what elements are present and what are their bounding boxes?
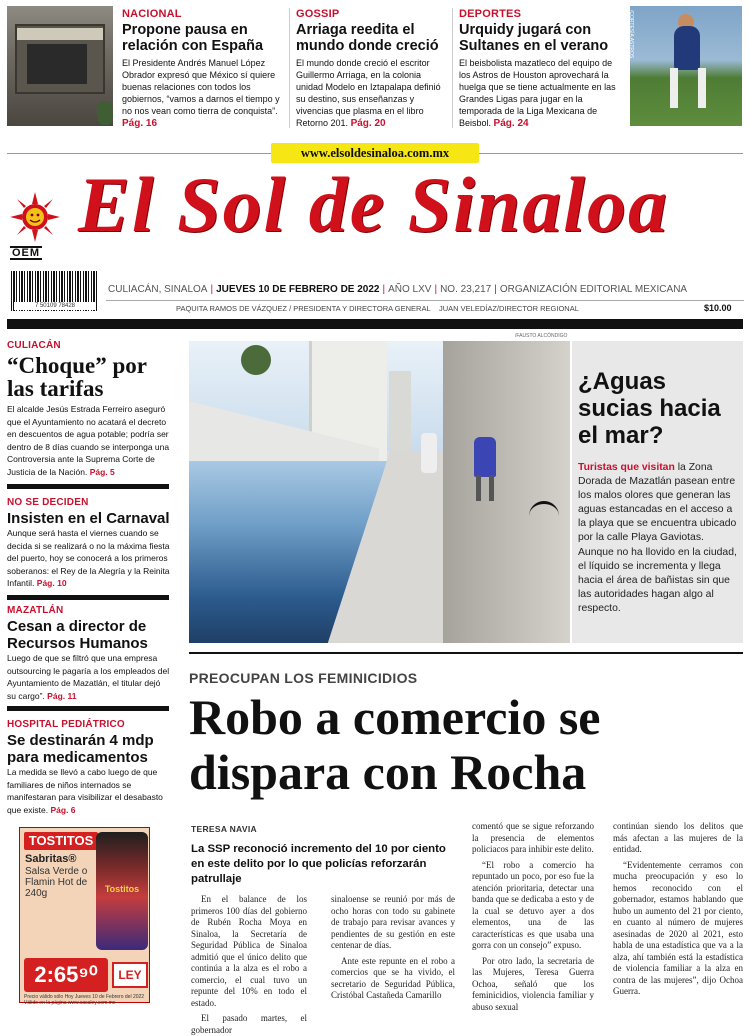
lead-column-1 — [191, 894, 307, 1035]
story-body: Aunque será hasta el viernes cuando se decida si se realizará o no la máxima fiesta del puerto, hoy se conocerá a los primeros soberanos: el Rey de la Alegría y la Reinita Infantil. Pág. 10 — [7, 528, 170, 588]
story-page[interactable]: Pág. 5 — [89, 466, 115, 477]
paragraph: Por otro lado, la secretaria de las Mujeres, Teresa Guerra Ochoa, señaló que los feminicidios, violencia familiar y abuso sexual — [472, 955, 594, 1012]
divider — [289, 8, 290, 128]
teaser-body: El mundo donde creció el escritor Guillermo Arriaga, en la colonia unidad Modelo en Iztapalapa definió su destino, sus enseñanzas y vivencias que plasma en el libro Retorno 201. Pág. 20 — [296, 58, 441, 129]
lead-headline[interactable]: Robo a comercio se dispara con Rocha — [189, 689, 601, 800]
story-section: NO SE DECIDEN — [7, 497, 89, 508]
story-page[interactable]: Pág. 10 — [36, 578, 67, 588]
teaser-body: El Presidente Andrés Manuel López Obrador expresó que México sí quiere buenas relaciones con todos los gobiernos, “vamos a darnos el tiempo y no nos vean como tierra de conquista”. Pág. 16 — [122, 58, 280, 129]
teaser-nacional[interactable] — [122, 8, 284, 130]
website-url[interactable]: www.elsoldesinaloa.com.mx — [271, 143, 479, 163]
cyclist — [421, 433, 437, 473]
teaser-photo-pitcher[interactable] — [630, 6, 742, 126]
section-rule — [7, 706, 169, 711]
story-page[interactable]: Pág. 11 — [47, 690, 77, 701]
city: CULIACÁN, SINALOA — [108, 284, 208, 295]
story-page[interactable]: Pág. 6 — [50, 804, 76, 815]
teaser-section: DEPORTES — [459, 8, 522, 20]
dateline: CULIACÁN, SINALOA | JUEVES 10 DE FEBRERO DE 2022 | AÑO LXV | NO. 23,217 | ORGANIZACIÓN EDITORIAL MEXICANA — [108, 284, 688, 295]
story-body: El alcalde Jesús Estrada Ferreiro aseguró que el Ayuntamiento no acatará el decreto en descuentos de agua potable; podría ser dentro de 8 días cuando se interponga una Controversia ante la Suprema Corte de Justicia de la Nación. Pág. 5 — [7, 404, 170, 477]
teaser-deportes[interactable] — [459, 8, 624, 130]
teaser-headline[interactable]: Propone pausa en relación con España — [122, 22, 264, 54]
teaser-headline[interactable]: Arriaga reedita el mundo donde creció — [296, 22, 439, 54]
teaser-section: NACIONAL — [122, 8, 182, 20]
left-story-mazatlan[interactable] — [7, 605, 171, 702]
lead-byline: TERESA NAVIA — [191, 824, 257, 834]
year: AÑO LXV — [388, 284, 432, 295]
dateline-rule — [106, 300, 744, 301]
bag-label: Tostitos — [104, 884, 140, 894]
date: JUEVES 10 DE FEBRERO DE 2022 — [216, 284, 380, 295]
building-window — [27, 44, 87, 84]
plant-shape — [97, 101, 113, 125]
teaser-gossip[interactable] — [296, 8, 446, 130]
photo-story-lead: Turistas que visitan — [578, 462, 675, 473]
newspaper-title[interactable]: El Sol de Sinaloa — [78, 161, 669, 248]
lead-kicker: PREOCUPAN LOS FEMINICIDIOS — [189, 670, 418, 686]
lead-column-2 — [331, 894, 455, 1004]
oem-logo: OEM — [12, 247, 41, 259]
paragraph: En el balance de los primeros 100 días del gobierno de Rubén Rocha Moya en Sinaloa, la Secretaría de Seguridad Pública de Sinaloa admitió que el único delito que continúa a la alza es el robo a comercio, el cual tuvo un repunte del 10% en todo el estado. — [191, 894, 307, 1008]
ad-fine-print: Precio válido sólo Hoy Jueves 10 de Febrero del 2022 Válido en la página www.casaley.com.mx — [24, 994, 145, 1006]
story-section: HOSPITAL PEDIÁTRICO — [7, 719, 125, 730]
paragraph: “El robo a comercio ha repuntado un poco, por eso fue la atención prioritaria, detectar una banda que se dedicaba a esto y de la cual se detuvo ayer a dos elementos, una de las características es que usaba una gorra con un consejo” expuso. — [472, 859, 594, 950]
organization: ORGANIZACIÓN EDITORIAL MEXICANA — [499, 284, 688, 295]
section-rule — [7, 484, 169, 489]
teaser-page[interactable]: Pág. 24 — [493, 118, 529, 129]
teaser-headline[interactable]: Urquidy jugará con Sultanes en el verano — [459, 22, 609, 54]
story-headline[interactable]: Se destinarán 4 mdp para medicamentos — [7, 732, 154, 766]
photo-credit: /CORTESÍA ASTROS — [628, 10, 634, 59]
canal-photo[interactable] — [189, 341, 570, 643]
player-body — [674, 26, 700, 70]
story-body: Luego de que se filtró que una empresa outsourcing le pagaría a los empleados del Ayuntamiento de Mazatlán, el titular dejó su cargo”. Pág. 11 — [7, 653, 170, 701]
left-story-hospital[interactable] — [7, 719, 171, 816]
side-wall — [443, 341, 570, 643]
price: $10.00 — [704, 303, 732, 313]
ad-price: 2:65⁹⁰ — [24, 958, 108, 992]
tower-building — [389, 371, 411, 451]
barcode-number: 7 50109 78428 — [14, 302, 96, 310]
ad-flavor: Sabritas® — [25, 853, 77, 865]
issue: NO. 23,217 — [440, 284, 492, 295]
regional-director: JUAN VELEDÍAZ/DIRECTOR REGIONAL — [439, 304, 579, 313]
ley-logo: LEY — [112, 962, 148, 988]
lead-column-3 — [472, 821, 594, 1012]
divider — [452, 8, 453, 128]
tostitos-ad[interactable] — [19, 827, 150, 1006]
left-story-culiacan[interactable] — [7, 340, 171, 478]
story-headline[interactable]: Insisten en el Carnaval — [7, 510, 170, 527]
motorcycle-handlebar — [529, 501, 559, 531]
pedestrian — [474, 437, 496, 477]
teaser-page[interactable]: Pág. 16 — [122, 118, 158, 129]
story-section: MAZATLÁN — [7, 605, 64, 616]
photo-story-headline[interactable]: ¿Aguas sucias hacia el mar? — [578, 368, 721, 449]
director: PAQUITA RAMOS DE VÁZQUEZ / PRESIDENTA Y DIRECTORA GENERAL — [176, 304, 431, 313]
pedestrian-legs — [476, 475, 494, 501]
section-rule — [189, 652, 743, 654]
paragraph: Ante este repunte en el robo a comercios que se ha vivido, el secretario de Seguridad Pública, Cristóbal Castañeda Camarillo — [331, 955, 455, 1000]
ad-description: Salsa Verde o Flamin Hot de 240g — [25, 866, 88, 899]
paragraph: continúan siendo los delitos que más afectan a las mujeres de la entidad. — [613, 821, 743, 854]
paragraph: El pasado martes, el gobernador — [191, 1013, 307, 1035]
story-section: CULIACÁN — [7, 340, 61, 351]
lead-subhead: La SSP reconoció incremento del 10 por ciento en este delito por lo que policías reforzarán patrullaje — [191, 843, 446, 885]
staff-line — [176, 304, 744, 313]
teaser-section: GOSSIP — [296, 8, 340, 20]
black-bar — [7, 319, 743, 329]
photo-credit: /FAUSTO ALCÓNDIGO — [515, 333, 568, 339]
player-legs — [670, 68, 706, 108]
paragraph: sinaloense se reunió por más de ocho horas con todo su gabinete de trabajo para revisar avances y pendientes de su gestión en este centenar de días. — [331, 894, 455, 950]
story-headline[interactable]: “Choque” por las tarifas — [7, 353, 147, 401]
teaser-photo-building[interactable] — [7, 6, 113, 126]
building-sign — [17, 28, 103, 40]
paragraph: comentó que se sigue reforzando la presencia de elementos policiacos para inhibir este delito. — [472, 821, 594, 854]
section-rule — [7, 595, 169, 600]
chip-bag-image — [96, 832, 148, 950]
teaser-strip — [0, 0, 750, 150]
teaser-page[interactable]: Pág. 20 — [350, 118, 386, 129]
story-body: La medida se llevó a cabo luego de que familiares de niños internados se manifestaran para visibilizar el desabasto que existe. Pág. 6 — [7, 767, 163, 815]
photo-story-body: Turistas que visitan la Zona Dorada de Mazatlán pasean entre los malos olores que generan las aguas estancadas en el acceso a la playa que se encuentra ubicado por la calle Playa Gaviotas. Aunque no ha llovido en la ciudad, el líquido se incrementa y llega hacia el área de bañistas sin que las autoridades hagan algo al respecto. — [578, 462, 737, 614]
lead-column-4 — [613, 821, 743, 1004]
paragraph: “Evidentemente cerramos con mucha preocupación y eso lo hemos reconocido con el gobernador, estamos hablando que hubo un aumento del 21 por ciento, en cuanto al número de mujeres asesinadas de 2020 al 2021, esto habla de una estadística que va a la alza, ahí también está la estadística de violencia familiar a la alza en contra de las mujeres”, dijo Ochoa Guerra. — [613, 859, 743, 996]
teaser-body: El beisbolista mazatleco del equipo de los Astros de Houston aprovechará la huelga que se tiene actualmente en las Grandes Ligas para jugar en la temporada de la Liga Mexicana de Beisbol. Pág. 24 — [459, 58, 616, 129]
left-story-carnaval[interactable] — [7, 497, 171, 590]
sun-logo-icon — [10, 192, 60, 242]
ad-brand: TOSTITOS — [24, 832, 98, 850]
palm-tree — [241, 345, 271, 375]
story-headline[interactable]: Cesan a director de Recursos Humanos — [7, 618, 148, 652]
